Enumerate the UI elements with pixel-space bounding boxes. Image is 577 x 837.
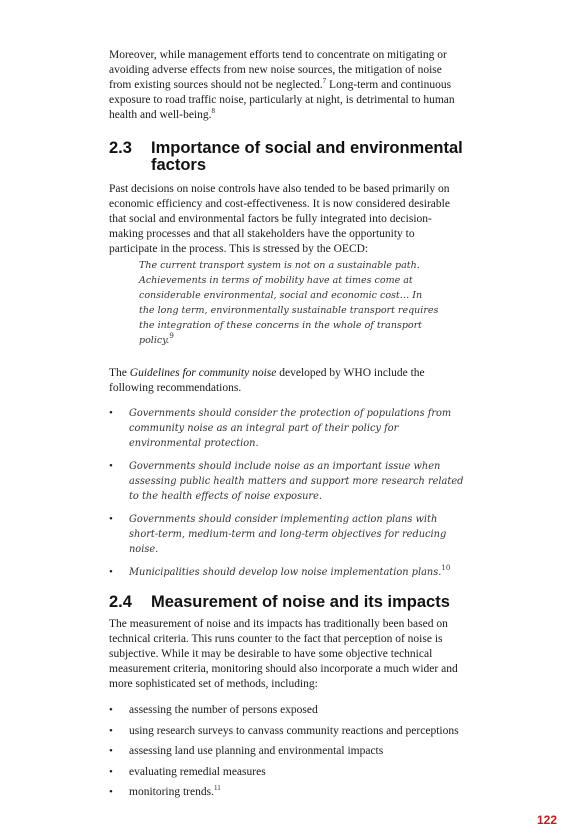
document-page: [109, 48, 465, 806]
who-guidelines-paragraph: [109, 366, 465, 396]
oecd-quote-text: The current transport system is not on a sustainable path. Achievements in terms of mobility have at times come at considerable environmental, social and economic cost… In the long term, environmentally sustainable transport requires the integration of these concerns in the whole of transport policy.: [139, 260, 439, 346]
recommendation-text: Governments should consider the protection of populations from community noise as an integral part of their policy for environmental protection.: [129, 408, 452, 449]
recommendations-list: [109, 406, 465, 580]
list-item: [109, 406, 465, 451]
recommendation-text: [129, 564, 451, 578]
list-item: [109, 703, 465, 718]
who-text-pre: The: [109, 367, 130, 379]
oecd-quote: [139, 258, 439, 348]
method-text: evaluating remedial measures: [129, 765, 266, 778]
measurement-methods-list: [109, 703, 465, 800]
recommendation-text: Governments should include noise as an important issue when assessing public health matters and support more research related to the health effects of noise exposure.: [129, 461, 464, 502]
page-number: 122: [536, 813, 557, 827]
section-2-3-number: 2.3: [109, 139, 132, 157]
method-text-body: monitoring trends.: [129, 786, 214, 798]
method-text: [129, 786, 221, 798]
method-text: using research surveys to canvass community reactions and perceptions: [129, 724, 459, 737]
list-item: [109, 744, 465, 759]
who-text-post: developed by WHO include the following recommendations.: [109, 367, 425, 394]
list-item: [109, 565, 465, 580]
footnote-ref-9[interactable]: 9: [169, 332, 174, 340]
footnote-ref-8[interactable]: 8: [211, 107, 216, 115]
footnote-ref-7[interactable]: 7: [322, 77, 327, 85]
section-2-3-paragraph: Past decisions on noise controls have also tended to be based primarily on economic efficiency and cost-effectiveness. It is now considered desirable that social and environmental factors be fully integrated into decision-making processes and that all stakeholders have the opportunity to participate in the process. This is stressed by the OECD:: [109, 183, 450, 255]
footnote-ref-10[interactable]: 10: [441, 564, 451, 572]
bullet-icon: •: [109, 513, 113, 525]
section-2-4-number: 2.4: [109, 593, 132, 611]
section-2-4-heading: [109, 594, 465, 611]
list-item: [109, 512, 465, 557]
intro-paragraph: [109, 48, 465, 123]
recommendation-text-body: Municipalities should develop low noise implementation plans.: [129, 567, 442, 578]
method-text: assessing land use planning and environmental impacts: [129, 745, 384, 757]
list-item: [109, 724, 465, 739]
bullet-icon: •: [109, 566, 113, 578]
who-guidelines-title: Guidelines for community noise: [129, 367, 277, 379]
bullet-icon: •: [109, 745, 113, 757]
section-2-3-title: Importance of social and environmental factors: [151, 139, 463, 174]
footnote-ref-11[interactable]: 11: [213, 784, 221, 792]
list-item: [109, 785, 465, 800]
section-2-4-title: Measurement of noise and its impacts: [151, 593, 450, 611]
list-item: [109, 765, 465, 780]
section-2-3-heading: [109, 140, 465, 174]
bullet-icon: •: [109, 724, 113, 737]
method-text: assessing the number of persons exposed: [129, 704, 318, 716]
list-item: [109, 459, 465, 504]
bullet-icon: •: [109, 704, 113, 716]
bullet-icon: •: [109, 407, 113, 419]
bullet-icon: •: [109, 765, 113, 778]
recommendation-text: Governments should consider implementing action plans with short-term, medium-term and long-term objectives for reducing noise.: [129, 514, 447, 555]
bullet-icon: •: [109, 460, 113, 472]
intro-text-b: Long-term and continuous exposure to road traffic noise, particularly at night, is detrimental to human health and well-being.: [109, 79, 455, 121]
section-2-4-paragraph: The measurement of noise and its impacts has traditionally been based on technical criteria. This runs counter to the fact that perception of noise is subjective. While it may be desirable to have some objective technical measurement criteria, monitoring should also incorporate a much wider and more sophisticated set of methods, including:: [109, 618, 458, 690]
bullet-icon: •: [109, 786, 113, 798]
intro-text-a: Moreover, while management efforts tend to concentrate on mitigating or avoiding adverse effects from new noise sources, the mitigation of noise from existing sources should not be neglected.: [109, 49, 447, 91]
